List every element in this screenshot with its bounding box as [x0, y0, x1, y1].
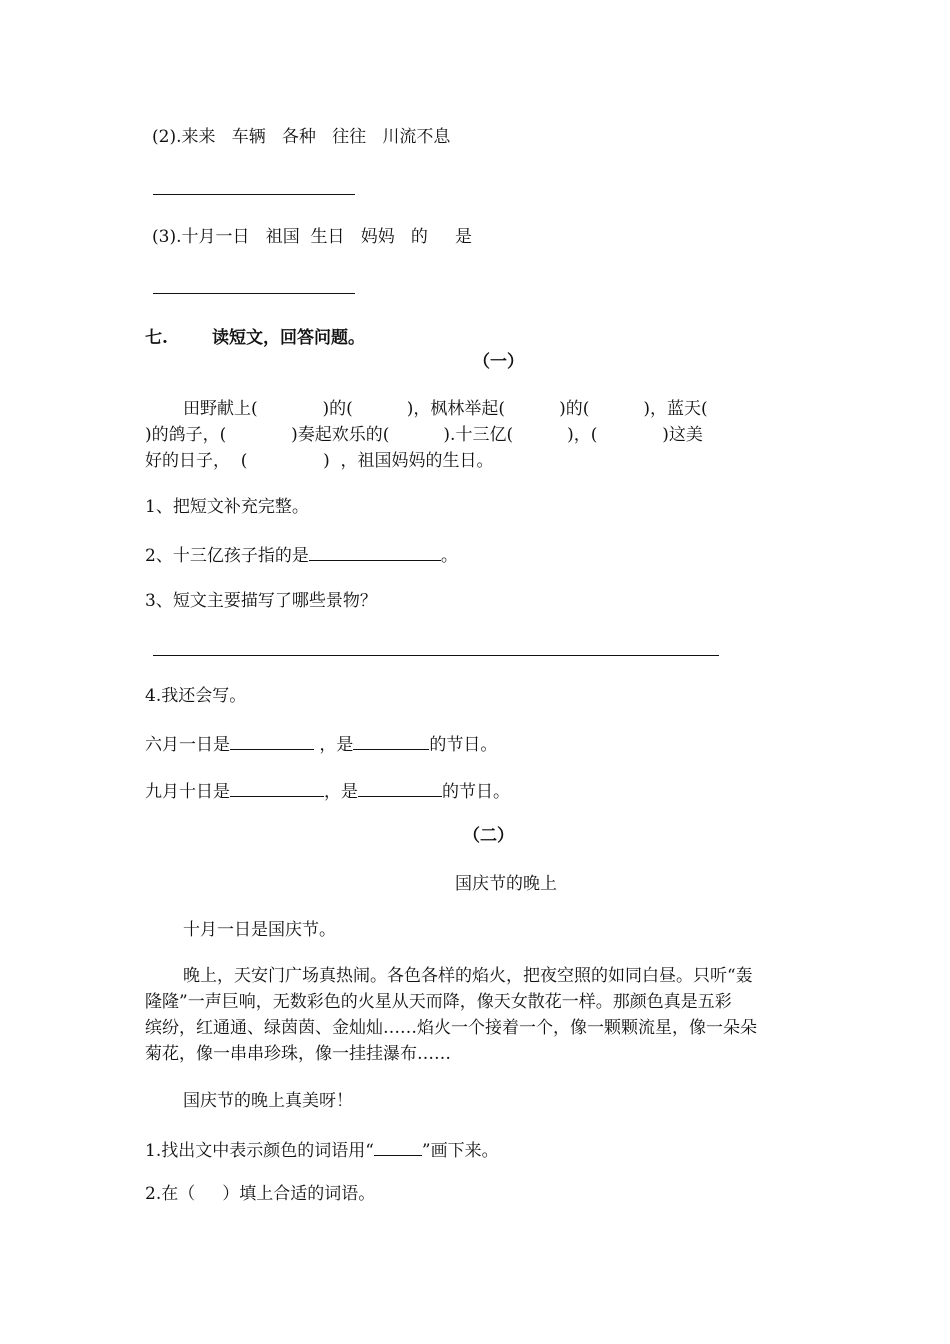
question-4b — [145, 779, 510, 803]
q4a-mid: ，是 — [314, 735, 354, 755]
q4a-pre: 六月一日是 — [145, 735, 230, 755]
passage-line: 田野献上( )的( )，枫林举起( )的( )，蓝天( — [183, 399, 708, 419]
q4a-post: 的节日。 — [429, 735, 498, 755]
answer-line-2[interactable] — [153, 194, 355, 195]
part-one-label: （一） — [473, 352, 524, 372]
q4b-mid: ，是 — [324, 782, 358, 802]
q4b-post: 的节日。 — [442, 782, 510, 802]
passage-paragraph-1: 十月一日是国庆节。 — [183, 920, 336, 940]
part-two-label: （二） — [463, 826, 514, 846]
passage-title: 国庆节的晚上 — [455, 874, 557, 894]
question-2 — [145, 543, 458, 567]
question-2-text: 2、十三亿孩子指的是 — [145, 546, 309, 566]
underline-sample — [374, 1138, 422, 1156]
answer-blank[interactable] — [358, 779, 442, 797]
question-1: 1、把短文补充完整。 — [145, 497, 309, 517]
passage-paragraph-3: 国庆节的晚上真美呀！ — [183, 1091, 353, 1111]
question-3: 3、短文主要描写了哪些景物？ — [145, 591, 377, 611]
section-heading: 读短文，回答问题。 — [212, 328, 365, 348]
part2-question-1 — [145, 1138, 499, 1162]
sentence-2: (2).来来 车辆 各种 往往 川流不息 — [152, 127, 451, 147]
question-4: 4.我还会写。 — [145, 686, 247, 706]
p2q1-pre: 1.找出文中表示颜色的词语用“ — [145, 1141, 374, 1161]
answer-blank[interactable] — [230, 732, 314, 750]
p2q1-post: ”画下来。 — [421, 1141, 499, 1161]
question-4a — [145, 732, 497, 756]
passage-line: 好的日子， ( ) ，祖国妈妈的生日。 — [145, 451, 494, 471]
passage-line: )的鸽子，( )奏起欢乐的( ).十三亿( )，( )这美 — [145, 425, 703, 445]
answer-blank[interactable] — [230, 779, 324, 797]
sentence-3: (3).十月一日 祖国 生日 妈妈 的 是 — [152, 227, 472, 247]
passage-line: 晚上，天安门广场真热闹。各色各样的焰火，把夜空照的如同白昼。只听“轰 — [183, 966, 753, 986]
passage-line: 缤纷，红通通、绿茵茵、金灿灿……焰火一个接着一个，像一颗颗流星，像一朵朵 — [145, 1018, 757, 1038]
answer-line-q3[interactable] — [153, 655, 719, 656]
q4b-pre: 九月十日是 — [145, 782, 230, 802]
answer-line-3[interactable] — [153, 293, 355, 294]
part2-question-2: 2.在（ ）填上合适的词语。 — [145, 1184, 376, 1204]
question-2-end: 。 — [440, 546, 458, 566]
passage-line: 菊花，像一串串珍珠，像一挂挂瀑布…… — [145, 1044, 451, 1064]
passage-line: 隆隆”一声巨响，无数彩色的火星从天而降，像天女散花一样。那颜色真是五彩 — [145, 992, 732, 1012]
answer-blank[interactable] — [353, 732, 429, 750]
section-number: 七. — [145, 328, 168, 348]
answer-blank[interactable] — [309, 543, 441, 561]
